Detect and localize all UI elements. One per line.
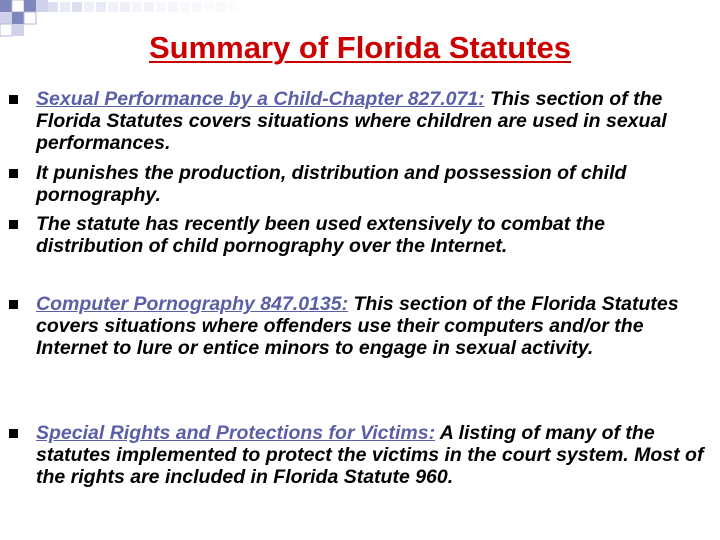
statute-link[interactable]: Computer Pornography 847.0135: [36, 293, 349, 315]
bullet-square-icon [9, 300, 18, 309]
list-item [36, 213, 712, 257]
list-item [36, 293, 712, 359]
bullet-square-icon [9, 429, 18, 438]
list-item [36, 88, 712, 154]
item-text: This section of the Florida Statutes covers situations where offenders use their computers and/or the Internet to lure or entice minors to engage in sexual activity. [36, 293, 679, 359]
list-item [36, 422, 712, 488]
bullet-square-icon [9, 95, 18, 104]
slide-title: Summary of Florida Statutes [148, 30, 572, 65]
statute-link[interactable]: Special Rights and Protections for Victims: [36, 422, 436, 444]
list-item [36, 162, 712, 206]
item-text: The statute has recently been used extensively to combat the distribution of child pornography over the Internet. [36, 213, 605, 257]
item-text: It punishes the production, distribution and possession of child pornography. [36, 162, 627, 206]
item-text: This section of the Florida Statutes covers situations where children are used in sexual performances. [36, 88, 667, 154]
bullet-square-icon [9, 169, 18, 178]
item-text: A listing of many of the statutes implemented to protect the victims in the court system. Most of the rights are included in Florida Statute 960. [36, 422, 704, 488]
bullet-square-icon [9, 220, 18, 229]
statute-link[interactable]: Sexual Performance by a Child-Chapter 827.071: [36, 88, 485, 110]
